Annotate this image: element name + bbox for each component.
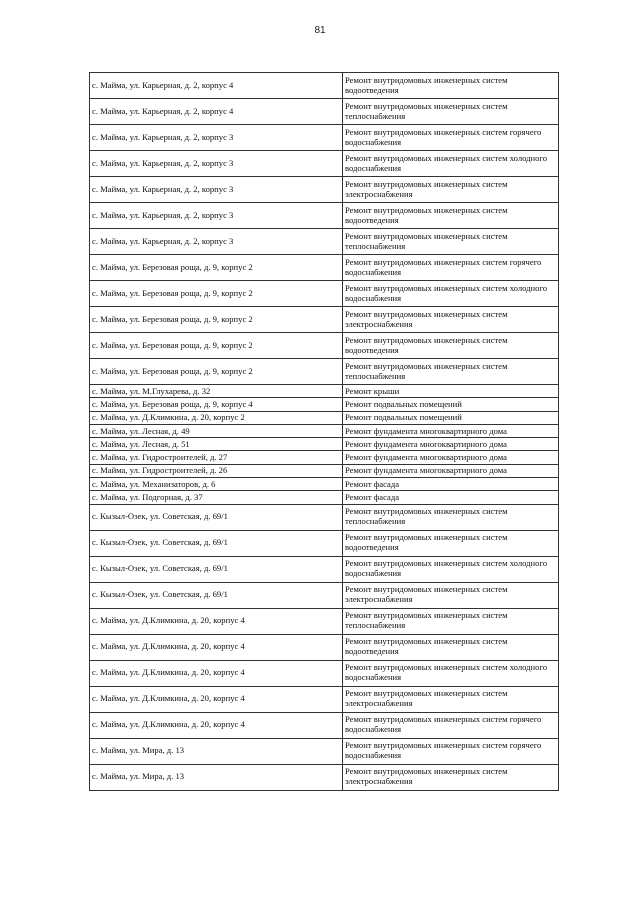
address-cell: с. Майма, ул. Гидростроителей, д. 27 xyxy=(90,451,343,464)
table-row xyxy=(90,451,559,464)
table-row xyxy=(90,99,559,125)
table-row xyxy=(90,556,559,582)
work-type-cell: Ремонт внутридомовых инженерных систем холодного водоснабжения xyxy=(343,151,559,177)
table-row xyxy=(90,764,559,790)
address-cell: с. Майма, ул. Карьерная, д. 2, корпус 3 xyxy=(90,125,343,151)
work-type-cell: Ремонт внутридомовых инженерных систем холодного водоснабжения xyxy=(343,660,559,686)
table-body xyxy=(90,73,559,791)
table-row xyxy=(90,281,559,307)
work-type-cell: Ремонт фундамента многоквартирного дома xyxy=(343,451,559,464)
table-row xyxy=(90,385,559,398)
work-type-cell: Ремонт внутридомовых инженерных систем теплоснабжения xyxy=(343,504,559,530)
work-type-cell: Ремонт внутридомовых инженерных систем электроснабжения xyxy=(343,177,559,203)
address-cell: с. Майма, ул. Карьерная, д. 2, корпус 3 xyxy=(90,177,343,203)
address-cell: с. Майма, ул. Карьерная, д. 2, корпус 3 xyxy=(90,151,343,177)
address-cell: с. Кызыл-Озек, ул. Советская, д. 69/1 xyxy=(90,582,343,608)
table-row xyxy=(90,177,559,203)
table-row xyxy=(90,333,559,359)
table-row xyxy=(90,712,559,738)
work-type-cell: Ремонт внутридомовых инженерных систем горячего водоснабжения xyxy=(343,738,559,764)
work-type-cell: Ремонт внутридомовых инженерных систем электроснабжения xyxy=(343,307,559,333)
table-row xyxy=(90,203,559,229)
address-cell: с. Майма, ул. Карьерная, д. 2, корпус 3 xyxy=(90,203,343,229)
address-cell: с. Майма, ул. Подгорная, д. 37 xyxy=(90,491,343,504)
address-cell: с. Майма, ул. Д.Климкина, д. 20, корпус 2 xyxy=(90,411,343,424)
address-cell: с. Майма, ул. Карьерная, д. 2, корпус 3 xyxy=(90,229,343,255)
work-type-cell: Ремонт внутридомовых инженерных систем горячего водоснабжения xyxy=(343,125,559,151)
table-row xyxy=(90,438,559,451)
table-row xyxy=(90,491,559,504)
address-cell: с. Майма, ул. Гидростроителей, д. 26 xyxy=(90,464,343,477)
work-type-cell: Ремонт внутридомовых инженерных систем холодного водоснабжения xyxy=(343,281,559,307)
work-type-cell: Ремонт подвальных помещений xyxy=(343,411,559,424)
table-row xyxy=(90,255,559,281)
work-type-cell: Ремонт внутридомовых инженерных систем водоотведения xyxy=(343,530,559,556)
table-row xyxy=(90,530,559,556)
address-cell: с. Майма, ул. Мира, д. 13 xyxy=(90,738,343,764)
work-type-cell: Ремонт крыши xyxy=(343,385,559,398)
work-type-cell: Ремонт внутридомовых инженерных систем горячего водоснабжения xyxy=(343,712,559,738)
address-cell: с. Майма, ул. Березовая роща, д. 9, корпус 2 xyxy=(90,359,343,385)
address-cell: с. Майма, ул. М.Глухарева, д. 32 xyxy=(90,385,343,398)
address-cell: с. Майма, ул. Березовая роща, д. 9, корпус 2 xyxy=(90,255,343,281)
work-type-cell: Ремонт внутридомовых инженерных систем водоотведения xyxy=(343,203,559,229)
address-cell: с. Майма, ул. Лесная, д. 49 xyxy=(90,424,343,437)
address-cell: с. Майма, ул. Березовая роща, д. 9, корпус 2 xyxy=(90,333,343,359)
work-type-cell: Ремонт фундамента многоквартирного дома xyxy=(343,438,559,451)
table-row xyxy=(90,411,559,424)
table-row xyxy=(90,151,559,177)
table-row xyxy=(90,608,559,634)
address-cell: с. Майма, ул. Березовая роща, д. 9, корпус 2 xyxy=(90,307,343,333)
work-type-cell: Ремонт подвальных помещений xyxy=(343,398,559,411)
table-row xyxy=(90,73,559,99)
work-type-cell: Ремонт внутридомовых инженерных систем водоотведения xyxy=(343,333,559,359)
address-cell: с. Майма, ул. Д.Климкина, д. 20, корпус 4 xyxy=(90,686,343,712)
address-cell: с. Кызыл-Озек, ул. Советская, д. 69/1 xyxy=(90,504,343,530)
table-row xyxy=(90,464,559,477)
address-cell: с. Кызыл-Озек, ул. Советская, д. 69/1 xyxy=(90,556,343,582)
table-row xyxy=(90,686,559,712)
address-cell: с. Майма, ул. Лесная, д. 51 xyxy=(90,438,343,451)
work-type-cell: Ремонт внутридомовых инженерных систем холодного водоснабжения xyxy=(343,556,559,582)
work-type-cell: Ремонт внутридомовых инженерных систем электроснабжения xyxy=(343,686,559,712)
address-cell: с. Майма, ул. Березовая роща, д. 9, корпус 4 xyxy=(90,398,343,411)
table-row xyxy=(90,424,559,437)
table-row xyxy=(90,398,559,411)
work-type-cell: Ремонт фундамента многоквартирного дома xyxy=(343,464,559,477)
table-row xyxy=(90,229,559,255)
address-cell: с. Майма, ул. Березовая роща, д. 9, корпус 2 xyxy=(90,281,343,307)
address-cell: с. Майма, ул. Мира, д. 13 xyxy=(90,764,343,790)
work-type-cell: Ремонт внутридомовых инженерных систем электроснабжения xyxy=(343,582,559,608)
work-type-cell: Ремонт внутридомовых инженерных систем теплоснабжения xyxy=(343,99,559,125)
page-number: 81 xyxy=(314,25,326,36)
table-row xyxy=(90,125,559,151)
work-type-cell: Ремонт внутридомовых инженерных систем водоотведения xyxy=(343,73,559,99)
work-type-cell: Ремонт внутридомовых инженерных систем водоотведения xyxy=(343,634,559,660)
address-cell: с. Майма, ул. Д.Климкина, д. 20, корпус 4 xyxy=(90,608,343,634)
address-cell: с. Майма, ул. Д.Климкина, д. 20, корпус 4 xyxy=(90,660,343,686)
work-type-cell: Ремонт фундамента многоквартирного дома xyxy=(343,424,559,437)
address-cell: с. Кызыл-Озек, ул. Советская, д. 69/1 xyxy=(90,530,343,556)
table-row xyxy=(90,307,559,333)
work-type-cell: Ремонт внутридомовых инженерных систем электроснабжения xyxy=(343,764,559,790)
address-cell: с. Майма, ул. Карьерная, д. 2, корпус 4 xyxy=(90,73,343,99)
work-type-cell: Ремонт внутридомовых инженерных систем теплоснабжения xyxy=(343,608,559,634)
repair-works-table xyxy=(89,72,559,791)
work-type-cell: Ремонт внутридомовых инженерных систем теплоснабжения xyxy=(343,229,559,255)
table-row xyxy=(90,660,559,686)
work-type-cell: Ремонт внутридомовых инженерных систем теплоснабжения xyxy=(343,359,559,385)
address-cell: с. Майма, ул. Д.Климкина, д. 20, корпус 4 xyxy=(90,634,343,660)
table-row xyxy=(90,634,559,660)
work-type-cell: Ремонт фасада xyxy=(343,491,559,504)
address-cell: с. Майма, ул. Д.Климкина, д. 20, корпус 4 xyxy=(90,712,343,738)
work-type-cell: Ремонт фасада xyxy=(343,478,559,491)
address-cell: с. Майма, ул. Механизаторов, д. 6 xyxy=(90,478,343,491)
table-row xyxy=(90,359,559,385)
work-type-cell: Ремонт внутридомовых инженерных систем горячего водоснабжения xyxy=(343,255,559,281)
table-row xyxy=(90,738,559,764)
address-cell: с. Майма, ул. Карьерная, д. 2, корпус 4 xyxy=(90,99,343,125)
table-row xyxy=(90,478,559,491)
table-row xyxy=(90,504,559,530)
table-row xyxy=(90,582,559,608)
